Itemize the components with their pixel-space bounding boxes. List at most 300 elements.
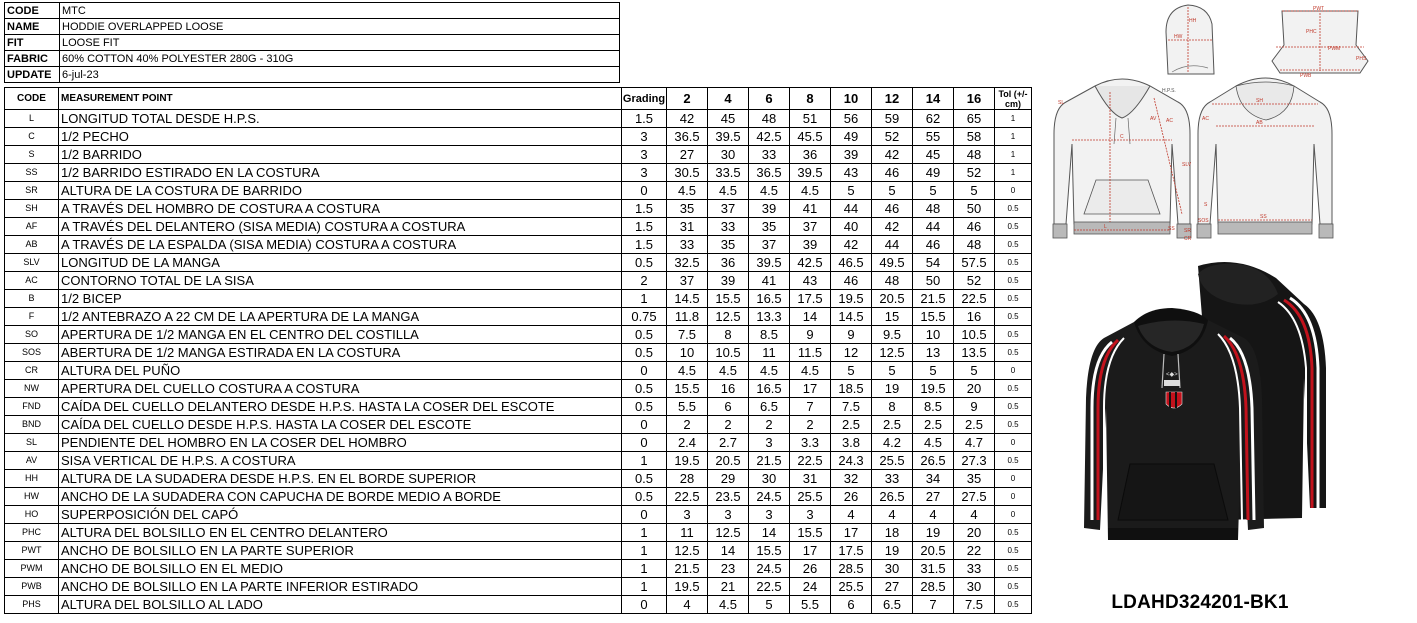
size-value: 39 xyxy=(831,146,872,164)
size-value: 26.5 xyxy=(872,488,913,506)
size-value: 48 xyxy=(954,146,995,164)
measurement-code: L xyxy=(5,110,59,128)
size-value: 57.5 xyxy=(954,254,995,272)
tolerance-value: 0.5 xyxy=(995,596,1032,614)
info-row xyxy=(5,3,620,19)
size-value: 34 xyxy=(913,470,954,488)
info-row xyxy=(5,19,620,35)
grading-value: 0 xyxy=(622,434,667,452)
info-row xyxy=(5,35,620,51)
size-value: 14.5 xyxy=(667,290,708,308)
grading-value: 1.5 xyxy=(622,236,667,254)
size-value: 23.5 xyxy=(708,488,749,506)
size-value: 4.5 xyxy=(749,362,790,380)
size-value: 27.5 xyxy=(954,488,995,506)
size-value: 25.5 xyxy=(831,578,872,596)
measurement-point: SUPERPOSICIÓN DEL CAPÓ xyxy=(59,506,622,524)
pocket-label-pwb: PWB xyxy=(1300,73,1312,79)
measurement-row xyxy=(5,254,1032,272)
size-value: 15.5 xyxy=(790,524,831,542)
product-code: LDAHD324201-BK1 xyxy=(1111,592,1289,613)
size-value: 26 xyxy=(831,488,872,506)
measurement-code: CR xyxy=(5,362,59,380)
size-value: 42 xyxy=(831,236,872,254)
size-value: 19 xyxy=(872,542,913,560)
size-value: 35 xyxy=(749,218,790,236)
size-value: 37 xyxy=(667,272,708,290)
size-value: 3 xyxy=(708,506,749,524)
measurement-code: SH xyxy=(5,200,59,218)
size-value: 9 xyxy=(954,398,995,416)
tolerance-value: 0.5 xyxy=(995,254,1032,272)
size-value: 3 xyxy=(749,434,790,452)
measurement-code: PWM xyxy=(5,560,59,578)
size-value: 5 xyxy=(872,182,913,200)
measurement-code: HH xyxy=(5,470,59,488)
pocket-label-phs: PHS xyxy=(1356,56,1367,62)
header-size-12: 12 xyxy=(872,88,913,110)
size-value: 18 xyxy=(872,524,913,542)
size-value: 58 xyxy=(954,128,995,146)
size-value: 23 xyxy=(708,560,749,578)
measurement-point: APERTURA DEL CUELLO COSTURA A COSTURA xyxy=(59,380,622,398)
measurement-code: AB xyxy=(5,236,59,254)
size-value: 46 xyxy=(831,272,872,290)
size-value: 11 xyxy=(667,524,708,542)
size-value: 5.5 xyxy=(667,398,708,416)
size-value: 9 xyxy=(831,326,872,344)
measurement-row xyxy=(5,164,1032,182)
measurement-row xyxy=(5,398,1032,416)
grading-value: 0.5 xyxy=(622,326,667,344)
size-value: 16.5 xyxy=(749,380,790,398)
size-value: 17.5 xyxy=(790,290,831,308)
tolerance-value: 0.5 xyxy=(995,398,1032,416)
size-value: 2.5 xyxy=(954,416,995,434)
info-value: 60% COTTON 40% POLYESTER 280G - 310G xyxy=(60,51,620,67)
measurement-row xyxy=(5,524,1032,542)
measurement-row xyxy=(5,146,1032,164)
tolerance-value: 1 xyxy=(995,128,1032,146)
info-value: LOOSE FIT xyxy=(60,35,620,51)
tolerance-value: 0.5 xyxy=(995,326,1032,344)
tolerance-value: 0 xyxy=(995,470,1032,488)
grading-value: 3 xyxy=(622,146,667,164)
measurement-row xyxy=(5,290,1032,308)
size-value: 45.5 xyxy=(790,128,831,146)
size-value: 41 xyxy=(749,272,790,290)
grading-value: 3 xyxy=(622,128,667,146)
size-value: 2.4 xyxy=(667,434,708,452)
measurement-point: CAÍDA DEL CUELLO DELANTERO DESDE H.P.S. HASTA LA COSER DEL ESCOTE xyxy=(59,398,622,416)
size-value: 31.5 xyxy=(913,560,954,578)
size-value: 8 xyxy=(708,326,749,344)
size-value: 33 xyxy=(708,218,749,236)
size-value: 30.5 xyxy=(667,164,708,182)
size-value: 20.5 xyxy=(872,290,913,308)
info-label: NAME xyxy=(5,19,60,35)
size-value: 43 xyxy=(831,164,872,182)
tolerance-value: 0.5 xyxy=(995,344,1032,362)
measurement-code: SS xyxy=(5,164,59,182)
size-value: 2.5 xyxy=(913,416,954,434)
size-value: 35 xyxy=(667,200,708,218)
measurement-point: PENDIENTE DEL HOMBRO EN LA COSER DEL HOMBRO xyxy=(59,434,622,452)
measurement-code: SLV xyxy=(5,254,59,272)
svg-text:<◆>: <◆> xyxy=(1166,372,1178,378)
measurement-code: SR xyxy=(5,182,59,200)
header-size-16: 16 xyxy=(954,88,995,110)
size-value: 21.5 xyxy=(913,290,954,308)
grading-value: 0 xyxy=(622,182,667,200)
size-value: 22.5 xyxy=(954,290,995,308)
measurement-code: S xyxy=(5,146,59,164)
measurement-point: APERTURA DE 1/2 MANGA EN EL CENTRO DEL COSTILLA xyxy=(59,326,622,344)
info-value: HODDIE OVERLAPPED LOOSE xyxy=(60,19,620,35)
info-value: 6-jul-23 xyxy=(60,67,620,83)
size-value: 5 xyxy=(831,362,872,380)
size-value: 39.5 xyxy=(708,128,749,146)
size-value: 45 xyxy=(708,110,749,128)
tolerance-value: 0.5 xyxy=(995,380,1032,398)
tolerance-value: 0.5 xyxy=(995,272,1032,290)
size-value: 24 xyxy=(790,578,831,596)
size-value: 28 xyxy=(667,470,708,488)
front-hoodie-sketch xyxy=(1050,74,1195,246)
header-size-8: 8 xyxy=(790,88,831,110)
size-value: 21 xyxy=(708,578,749,596)
size-value: 54 xyxy=(913,254,954,272)
measurement-row xyxy=(5,560,1032,578)
tolerance-value: 0.5 xyxy=(995,560,1032,578)
info-row xyxy=(5,67,620,83)
size-value: 9 xyxy=(790,326,831,344)
grading-value: 0.5 xyxy=(622,380,667,398)
size-value: 21.5 xyxy=(667,560,708,578)
measurement-point: ALTURA DEL PUÑO xyxy=(59,362,622,380)
size-value: 15.5 xyxy=(708,290,749,308)
tolerance-value: 0 xyxy=(995,182,1032,200)
measurement-row xyxy=(5,578,1032,596)
grading-value: 1.5 xyxy=(622,200,667,218)
tolerance-value: 0.5 xyxy=(995,542,1032,560)
size-value: 2 xyxy=(708,416,749,434)
size-value: 8.5 xyxy=(749,326,790,344)
size-value: 36.5 xyxy=(749,164,790,182)
size-value: 28.5 xyxy=(913,578,954,596)
size-value: 10.5 xyxy=(708,344,749,362)
size-value: 4 xyxy=(913,506,954,524)
tolerance-value: 0.5 xyxy=(995,452,1032,470)
front-label-av: AV xyxy=(1150,116,1157,122)
measurement-code: BND xyxy=(5,416,59,434)
measurement-code: AF xyxy=(5,218,59,236)
size-value: 14 xyxy=(749,524,790,542)
tolerance-value: 1 xyxy=(995,164,1032,182)
size-value: 4.5 xyxy=(667,182,708,200)
size-value: 4 xyxy=(872,506,913,524)
size-value: 14 xyxy=(790,308,831,326)
grading-value: 0 xyxy=(622,506,667,524)
tolerance-value: 0.5 xyxy=(995,578,1032,596)
size-value: 46 xyxy=(913,236,954,254)
back-label-s: S xyxy=(1204,202,1208,208)
measurement-row xyxy=(5,596,1032,614)
size-value: 39 xyxy=(708,272,749,290)
grading-value: 0.5 xyxy=(622,254,667,272)
tolerance-value: 0 xyxy=(995,488,1032,506)
measurement-point: A TRAVÉS DE LA ESPALDA (SISA MEDIA) COSTURA A COSTURA xyxy=(59,236,622,254)
back-label-sh: SH xyxy=(1256,98,1263,104)
tolerance-value: 1 xyxy=(995,146,1032,164)
size-value: 6.5 xyxy=(872,596,913,614)
size-value: 42 xyxy=(872,218,913,236)
grading-value: 0 xyxy=(622,362,667,380)
size-value: 15.5 xyxy=(667,380,708,398)
measurement-point: ALTURA DE LA SUDADERA DESDE H.P.S. EN EL BORDE SUPERIOR xyxy=(59,470,622,488)
size-value: 4.5 xyxy=(749,182,790,200)
measurement-code: PHC xyxy=(5,524,59,542)
size-value: 12.5 xyxy=(872,344,913,362)
measurement-point: A TRAVÉS DEL HOMBRO DE COSTURA A COSTURA xyxy=(59,200,622,218)
size-value: 65 xyxy=(954,110,995,128)
grading-value: 0.5 xyxy=(622,470,667,488)
size-value: 37 xyxy=(790,218,831,236)
size-value: 46 xyxy=(872,200,913,218)
size-value: 51 xyxy=(790,110,831,128)
size-value: 4.5 xyxy=(913,434,954,452)
size-value: 48 xyxy=(913,200,954,218)
measurement-code: FND xyxy=(5,398,59,416)
size-value: 24.3 xyxy=(831,452,872,470)
measurement-row xyxy=(5,506,1032,524)
size-value: 24.5 xyxy=(749,560,790,578)
front-label-l: L xyxy=(1104,224,1107,230)
size-value: 5.5 xyxy=(790,596,831,614)
size-value: 16 xyxy=(954,308,995,326)
measurement-point: CAÍDA DEL CUELLO DESDE H.P.S. HASTA LA COSER DEL ESCOTE xyxy=(59,416,622,434)
size-value: 4.2 xyxy=(872,434,913,452)
size-value: 42 xyxy=(667,110,708,128)
info-value: MTC xyxy=(60,3,620,19)
size-value: 20 xyxy=(954,524,995,542)
tolerance-value: 0.5 xyxy=(995,416,1032,434)
size-value: 17.5 xyxy=(831,542,872,560)
size-value: 49.5 xyxy=(872,254,913,272)
size-value: 44 xyxy=(831,200,872,218)
size-value: 52 xyxy=(954,164,995,182)
size-value: 8.5 xyxy=(913,398,954,416)
size-value: 50 xyxy=(954,200,995,218)
measurement-row xyxy=(5,416,1032,434)
size-value: 6 xyxy=(831,596,872,614)
size-value: 22.5 xyxy=(790,452,831,470)
measurement-row xyxy=(5,110,1032,128)
measurement-code: AV xyxy=(5,452,59,470)
size-value: 12 xyxy=(831,344,872,362)
front-label-hps: H.P.S. xyxy=(1162,88,1176,94)
size-value: 59 xyxy=(872,110,913,128)
measurement-table xyxy=(4,87,1032,614)
measurement-point: SISA VERTICAL DE H.P.S. A COSTURA xyxy=(59,452,622,470)
header-size-4: 4 xyxy=(708,88,749,110)
header-size-6: 6 xyxy=(749,88,790,110)
measurement-row xyxy=(5,470,1032,488)
front-label-ss: SS xyxy=(1168,226,1175,232)
grading-value: 0 xyxy=(622,596,667,614)
size-value: 17 xyxy=(831,524,872,542)
header-size-2: 2 xyxy=(667,88,708,110)
size-value: 48 xyxy=(954,236,995,254)
size-value: 30 xyxy=(954,578,995,596)
measurement-code: NW xyxy=(5,380,59,398)
front-label-sr: SR xyxy=(1184,228,1191,234)
size-value: 37 xyxy=(749,236,790,254)
measurement-point: 1/2 BICEP xyxy=(59,290,622,308)
size-value: 15.5 xyxy=(749,542,790,560)
grading-value: 3 xyxy=(622,164,667,182)
measurement-point: LONGITUD TOTAL DESDE H.P.S. xyxy=(59,110,622,128)
size-value: 16 xyxy=(708,380,749,398)
back-label-ab: AB xyxy=(1256,120,1263,126)
measurement-row xyxy=(5,362,1032,380)
size-value: 2 xyxy=(790,416,831,434)
size-value: 43 xyxy=(790,272,831,290)
size-value: 5 xyxy=(913,182,954,200)
measurement-code: SL xyxy=(5,434,59,452)
tolerance-value: 0 xyxy=(995,506,1032,524)
measurement-point: 1/2 ANTEBRAZO A 22 CM DE LA APERTURA DE LA MANGA xyxy=(59,308,622,326)
info-table xyxy=(4,2,620,83)
size-value: 19.5 xyxy=(913,380,954,398)
grading-value: 1 xyxy=(622,290,667,308)
size-value: 22.5 xyxy=(667,488,708,506)
size-value: 50 xyxy=(913,272,954,290)
front-label-c: C xyxy=(1120,134,1124,140)
measurement-row xyxy=(5,488,1032,506)
size-value: 13.3 xyxy=(749,308,790,326)
size-value: 30 xyxy=(872,560,913,578)
size-value: 10.5 xyxy=(954,326,995,344)
size-value: 39 xyxy=(749,200,790,218)
size-value: 25.5 xyxy=(790,488,831,506)
size-value: 9.5 xyxy=(872,326,913,344)
size-value: 4.7 xyxy=(954,434,995,452)
size-value: 4 xyxy=(954,506,995,524)
grading-value: 1 xyxy=(622,578,667,596)
size-value: 31 xyxy=(667,218,708,236)
size-value: 20.5 xyxy=(913,542,954,560)
size-value: 24.5 xyxy=(749,488,790,506)
size-value: 11 xyxy=(749,344,790,362)
size-value: 44 xyxy=(872,236,913,254)
size-value: 49 xyxy=(831,128,872,146)
grading-value: 0.5 xyxy=(622,488,667,506)
size-value: 19.5 xyxy=(831,290,872,308)
measurement-row xyxy=(5,542,1032,560)
pocket-label-pwt: PWT xyxy=(1313,6,1325,12)
measurement-code: PHS xyxy=(5,596,59,614)
size-value: 3 xyxy=(667,506,708,524)
measurement-row xyxy=(5,434,1032,452)
size-value: 2.5 xyxy=(831,416,872,434)
size-value: 48 xyxy=(749,110,790,128)
size-value: 2.5 xyxy=(872,416,913,434)
size-value: 26.5 xyxy=(913,452,954,470)
size-value: 4 xyxy=(831,506,872,524)
size-value: 13 xyxy=(913,344,954,362)
size-value: 11.5 xyxy=(790,344,831,362)
measurement-code: F xyxy=(5,308,59,326)
size-value: 6.5 xyxy=(749,398,790,416)
measurement-code: HW xyxy=(5,488,59,506)
size-value: 2 xyxy=(749,416,790,434)
size-value: 46 xyxy=(872,164,913,182)
size-value: 17 xyxy=(790,542,831,560)
size-value: 44 xyxy=(913,218,954,236)
size-value: 4.5 xyxy=(790,362,831,380)
size-value: 40 xyxy=(831,218,872,236)
size-value: 42 xyxy=(872,146,913,164)
tolerance-value: 0.5 xyxy=(995,290,1032,308)
tolerance-value: 0.5 xyxy=(995,308,1032,326)
measurement-point: LONGITUD DE LA MANGA xyxy=(59,254,622,272)
size-value: 45 xyxy=(913,146,954,164)
size-value: 32.5 xyxy=(667,254,708,272)
measurement-code: C xyxy=(5,128,59,146)
info-label: CODE xyxy=(5,3,60,19)
measurement-point: A TRAVÉS DEL DELANTERO (SISA MEDIA) COSTURA A COSTURA xyxy=(59,218,622,236)
measurement-point: ANCHO DE BOLSILLO EN EL MEDIO xyxy=(59,560,622,578)
header-row xyxy=(5,88,1032,110)
size-value: 16.5 xyxy=(749,290,790,308)
size-value: 3.3 xyxy=(790,434,831,452)
size-value: 20 xyxy=(954,380,995,398)
size-value: 33 xyxy=(954,560,995,578)
size-value: 55 xyxy=(913,128,954,146)
size-value: 36.5 xyxy=(667,128,708,146)
size-value: 27 xyxy=(667,146,708,164)
grading-value: 1.5 xyxy=(622,218,667,236)
size-value: 30 xyxy=(749,470,790,488)
measurement-row xyxy=(5,452,1032,470)
size-value: 46.5 xyxy=(831,254,872,272)
size-value: 5 xyxy=(831,182,872,200)
tolerance-value: 0 xyxy=(995,362,1032,380)
size-value: 29 xyxy=(708,470,749,488)
size-value: 37 xyxy=(708,200,749,218)
size-value: 62 xyxy=(913,110,954,128)
size-value: 36 xyxy=(708,254,749,272)
size-value: 32 xyxy=(831,470,872,488)
tolerance-value: 1 xyxy=(995,110,1032,128)
size-value: 19.5 xyxy=(667,452,708,470)
size-value: 39.5 xyxy=(749,254,790,272)
size-value: 22.5 xyxy=(749,578,790,596)
info-label: FIT xyxy=(5,35,60,51)
size-value: 4.5 xyxy=(790,182,831,200)
size-value: 35 xyxy=(954,470,995,488)
measurement-row xyxy=(5,380,1032,398)
size-value: 13.5 xyxy=(954,344,995,362)
pocket-label-phc: PHC xyxy=(1306,29,1317,35)
size-value: 10 xyxy=(667,344,708,362)
grading-value: 0.5 xyxy=(622,344,667,362)
size-value: 14 xyxy=(708,542,749,560)
grading-value: 2 xyxy=(622,272,667,290)
size-value: 4.5 xyxy=(708,596,749,614)
size-value: 33.5 xyxy=(708,164,749,182)
